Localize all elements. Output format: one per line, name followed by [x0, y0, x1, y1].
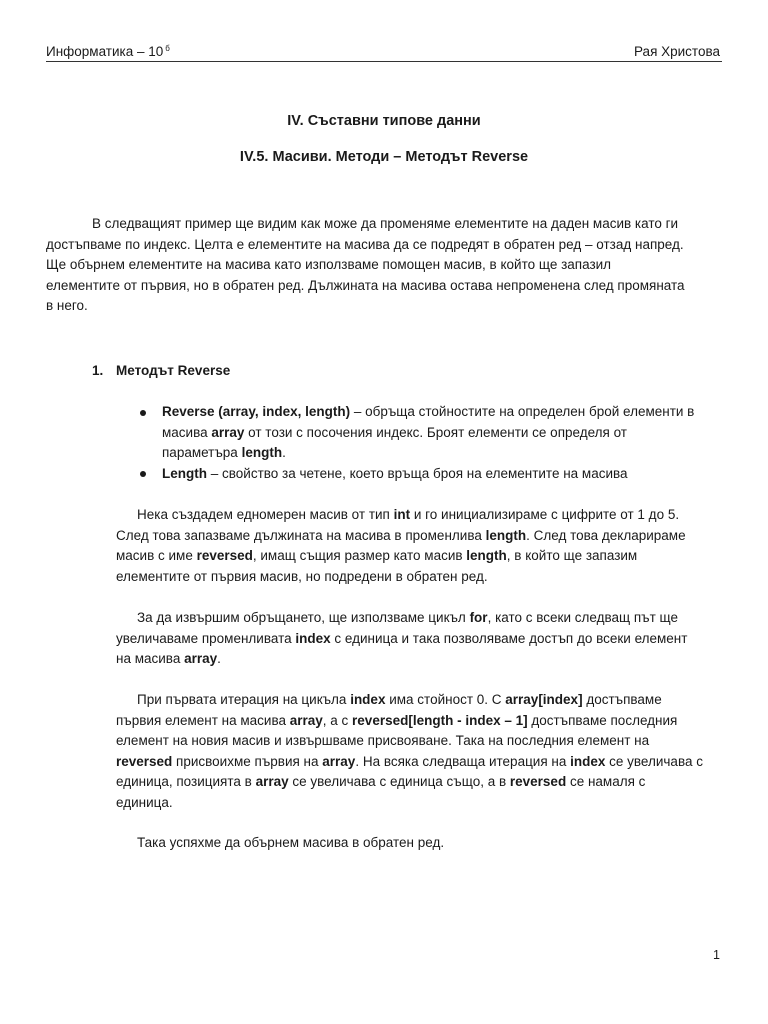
bullet-dot	[140, 471, 146, 477]
text-line: единица, позицията в array се увеличава с единица също, а в reversed се намаля с	[116, 774, 646, 789]
bullet-item-length: Length – свойство за четене, което връща броя на елементите на масива	[162, 465, 628, 481]
intro-line: Ще обърнем елементите на масива като използваме помощен масив, в който ще запазил	[46, 257, 612, 272]
text-line: елементите от първия масив, но подредени в обратен ред.	[116, 568, 488, 584]
section-title: Методът Reverse	[116, 363, 231, 378]
intro-line: елементите от първия, но в обратен ред. Дължината на масива остава непроменена след промяната	[46, 277, 685, 293]
text-line: елемент на новия масив и извършваме присвояване. Така на последния елемент на	[116, 733, 650, 748]
text-line: След това запазваме дължината на масива в променлива length. След това декларираме	[116, 527, 686, 543]
header-subject: Информатика – 10 $^б$	[46, 44, 170, 59]
bullet-line: параметъра length.	[162, 445, 286, 460]
text-line: За да извършим обръщането, ще използваме цикъл for, като с всеки следващ път ще	[137, 610, 678, 625]
text-line: първия елемент на масива array, а с reversed[length - index – 1] достъпваме последния	[116, 712, 678, 728]
header-author: Рая Христова	[634, 44, 720, 59]
bullet-line: масива array от този с посочения индекс. Броят елементи се определя от	[162, 424, 627, 440]
lesson-title: IV.5. Масиви. Методи – Методът Reverse	[239, 149, 529, 165]
text-line: единица.	[116, 794, 173, 810]
text-line: Нека създадем едномерен масив от тип int и го инициализираме с цифрите от 1 до 5.	[137, 507, 680, 522]
intro-line: в него.	[46, 298, 88, 313]
header-grade-suffix: б	[165, 44, 170, 53]
header-divider	[46, 61, 722, 62]
bullet-item-reverse: Reverse (array, index, length) – обръща стойностите на определен брой елементи в	[162, 404, 695, 419]
text-line: увеличаваме променливата index с единица и така позволяваме достъп до всеки елемент	[116, 630, 688, 646]
intro-line: В следващият пример ще видим как може да променяме елементите на даден масив като ги	[92, 216, 679, 231]
text-line: При първата итерация на цикъла index има стойност 0. С array[index] достъпваме	[137, 692, 662, 707]
text-line: масив с име reversed, имащ същия размер като масив length, в който ще запазим	[116, 548, 638, 563]
text-line: reversed присвоихме първия на array. На всяка следваща итерация на index се увеличава с	[116, 753, 703, 769]
text-line: на масива array.	[116, 651, 221, 666]
page-number: 1	[713, 948, 720, 962]
intro-line: достъпваме по индекс. Целта е елементите на масива да се подредят в обратен ред – отзад напред.	[46, 236, 684, 252]
bullet-dot	[140, 410, 146, 416]
paragraph-conclusion: Така успяхме да обърнем масива в обратен ред.	[137, 835, 445, 850]
chapter-title: IV. Съставни типове данни	[287, 113, 481, 129]
section-number: 1.	[92, 363, 104, 378]
